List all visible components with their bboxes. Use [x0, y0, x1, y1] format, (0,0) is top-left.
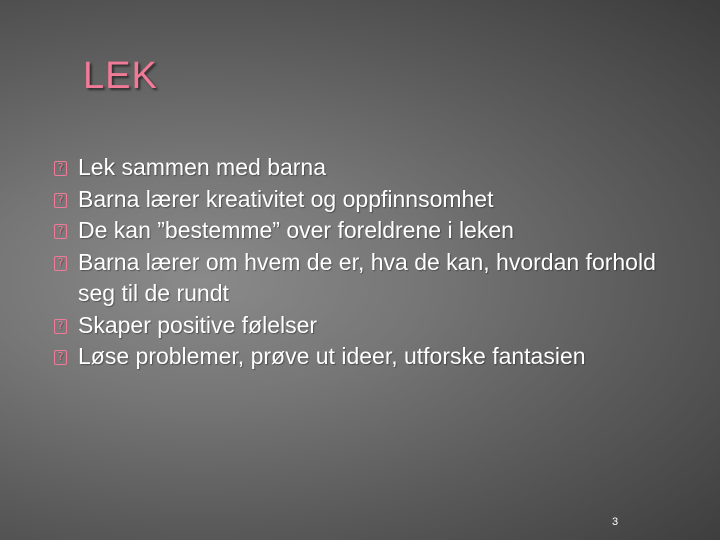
missing-glyph-bullet-icon: ?	[54, 193, 67, 208]
bullet-item	[54, 215, 674, 247]
bullet-item	[54, 152, 674, 184]
page-number: 3	[612, 516, 619, 528]
missing-glyph-bullet-icon: ?	[54, 319, 67, 334]
missing-glyph-bullet-icon: ?	[54, 224, 67, 239]
bullet-text: Løse problemer, prøve ut ideer, utforske fantasien	[78, 343, 586, 369]
bullet-item	[54, 184, 674, 216]
bullet-text: Skaper positive følelser	[78, 311, 318, 338]
bullet-list	[54, 152, 674, 373]
bullet-text: De kan ”bestemme” over foreldrene i leken	[78, 217, 514, 243]
missing-glyph-bullet-icon: ?	[54, 161, 67, 176]
bullet-text: Barna lærer om hvem de er, hva de kan, hvordan forhold seg til de rundt	[78, 248, 656, 306]
bullet-text: Lek sammen med barna	[78, 154, 327, 180]
bullet-item	[54, 310, 674, 342]
bullet-text: Barna lærer kreativitet og oppfinnsomhet	[78, 185, 494, 212]
missing-glyph-bullet-icon: ?	[54, 350, 67, 365]
bullet-item	[54, 341, 674, 373]
slide-title: LEK	[83, 55, 158, 97]
bullet-item	[54, 247, 674, 310]
missing-glyph-bullet-icon: ?	[54, 256, 67, 271]
